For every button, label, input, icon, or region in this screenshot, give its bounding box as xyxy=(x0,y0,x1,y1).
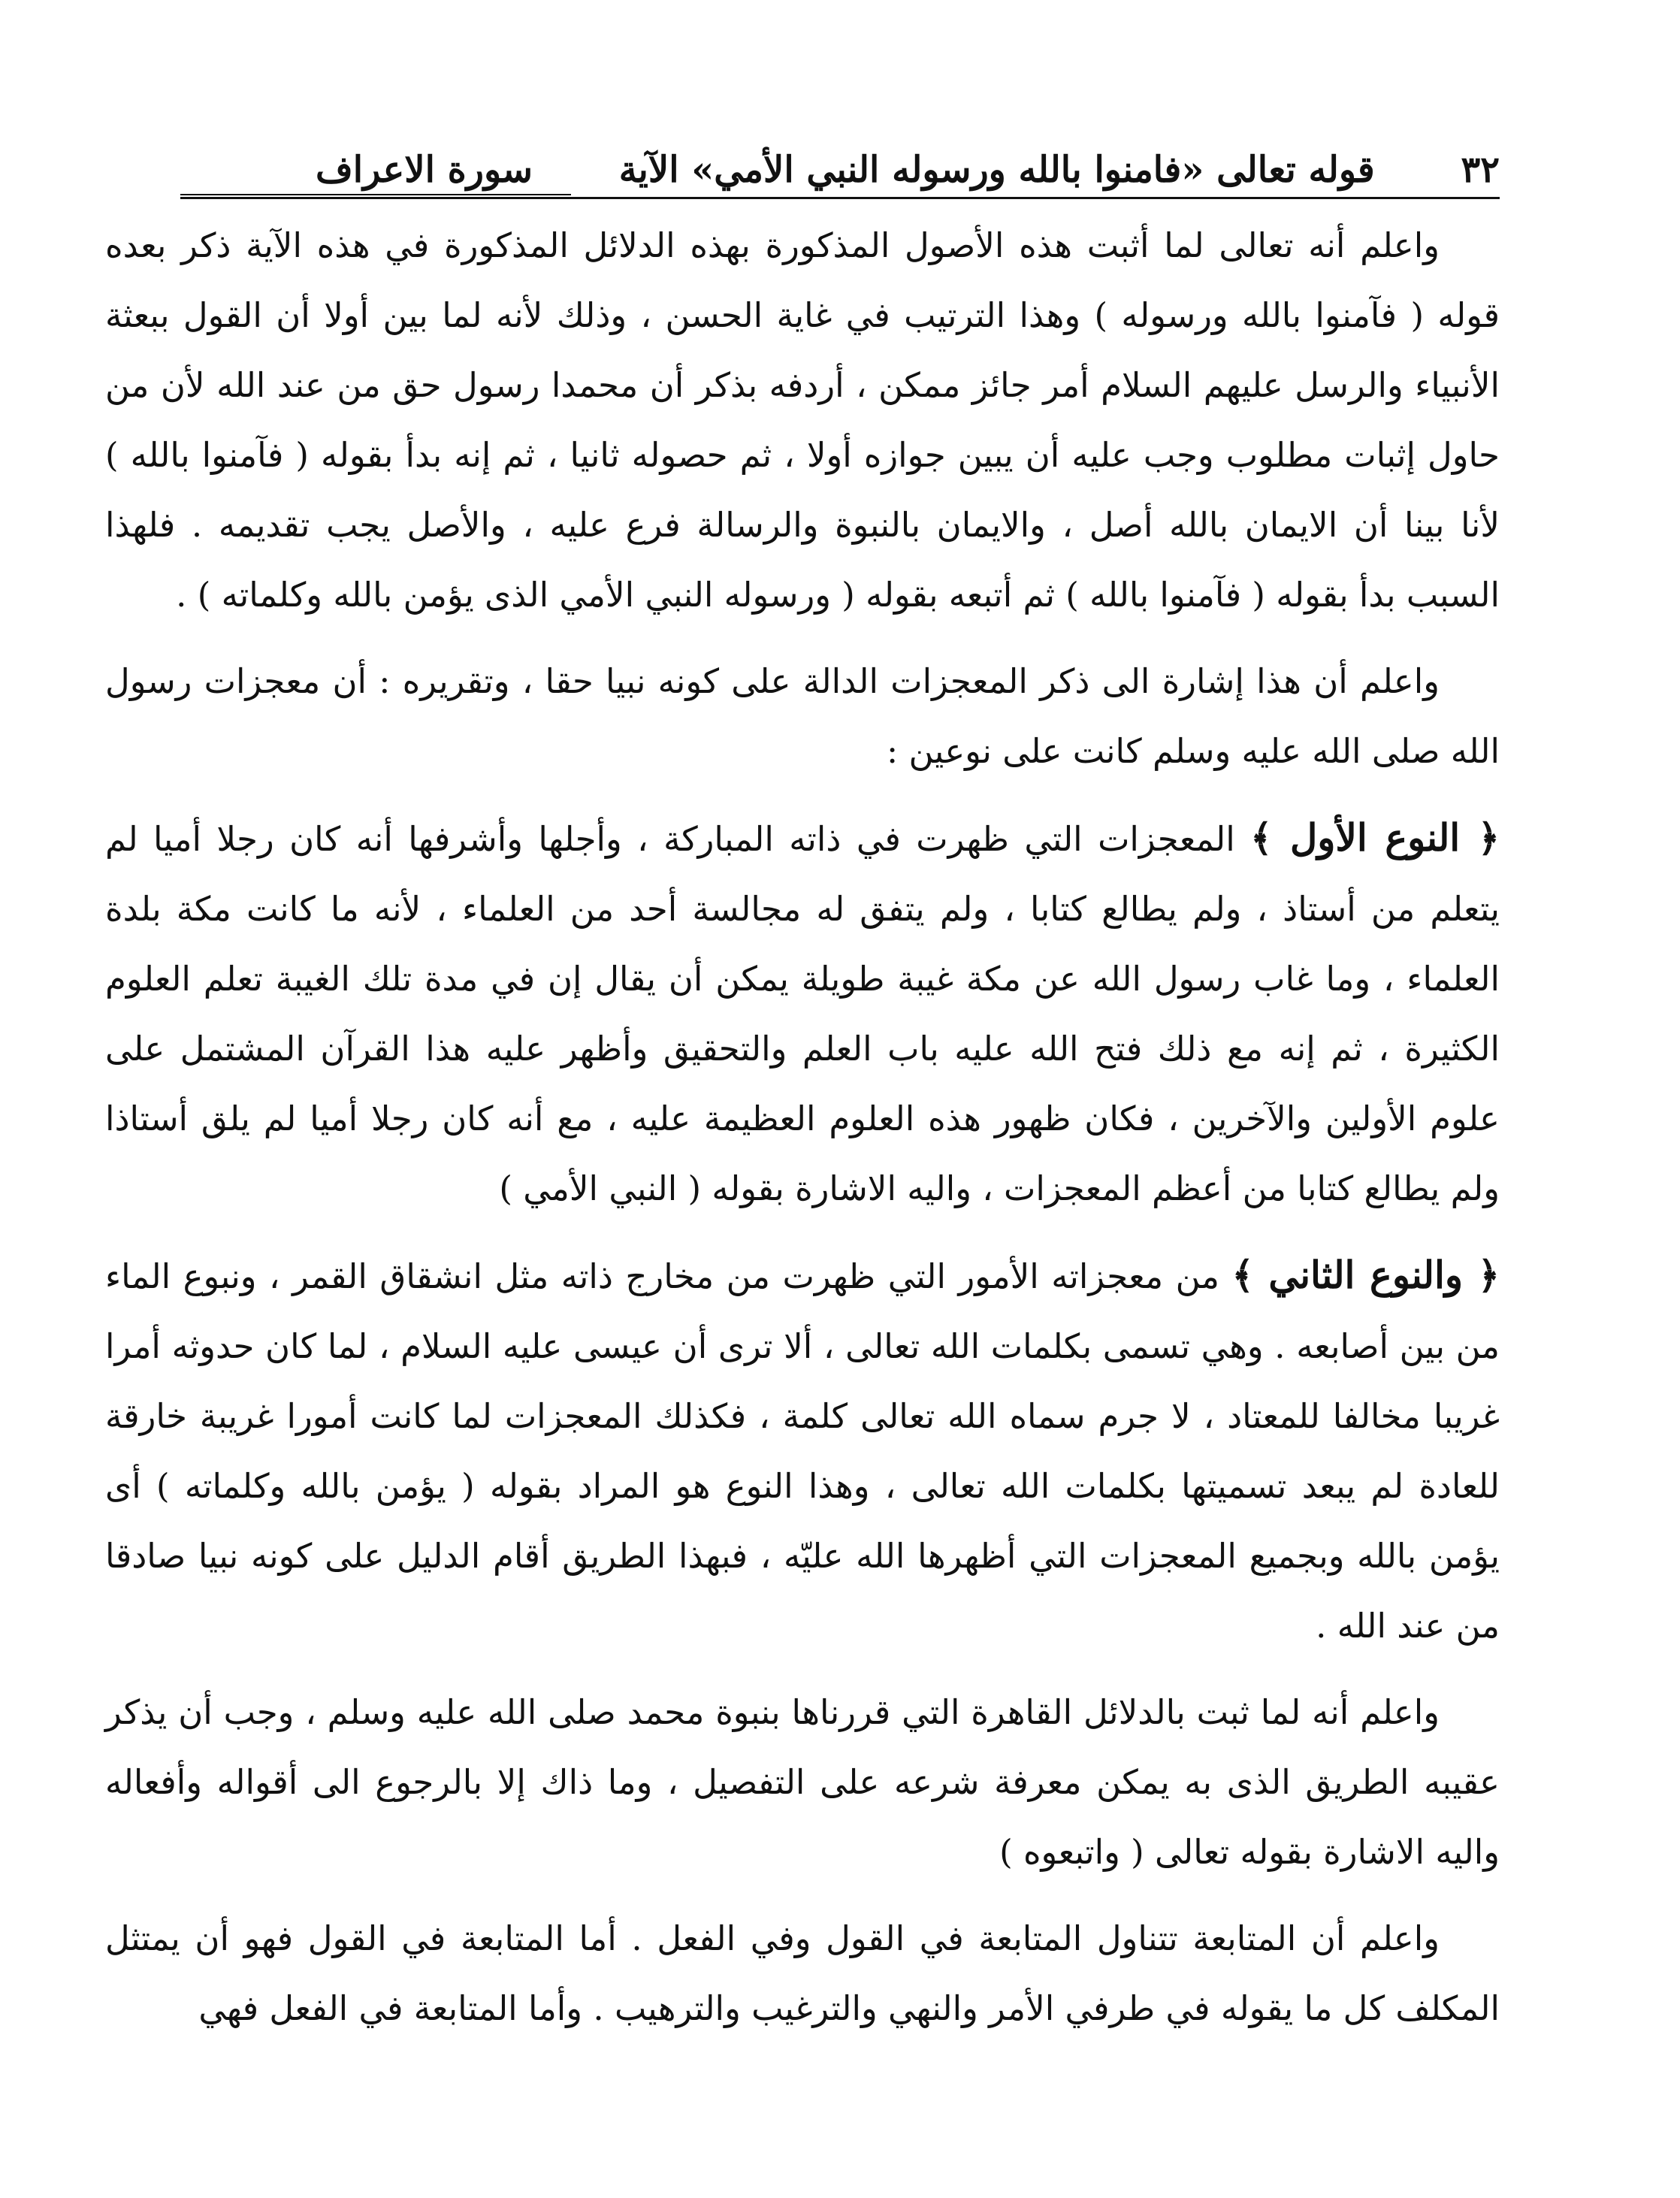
paragraph-text: من معجزاته الأمور التي ظهرت من مخارج ذاته مثل انشقاق القمر ، ونبوع الماء من بين أصابعه . وهي تسمى بكلمات الله تعالى ، ألا ترى أن عيسى عليه السلام ، لما كان حدوثه أمرا غريبا مخالفا للمعتاد ، لا جرم سماه الله تعالى كلمة ، فكذلك المعجزات لما كانت أمورا غريبة خارقة للعادة لم يبعد تسميتها بكلمات الله تعالى ، وهذا النوع هو المراد بقوله ( يؤمن بالله وكلماته ) أى يؤمن بالله وبجميع المعجزات التي أظهرها الله عليّه ، فبهذا الطريق أقام الدليل على كونه نبيا صادقا من عند الله . xyxy=(105,1256,1500,1646)
running-header xyxy=(316,120,1500,191)
page-body xyxy=(105,210,1500,2043)
paragraph xyxy=(105,646,1500,786)
paragraph xyxy=(105,803,1500,1223)
header-title: قوله تعالى «فامنوا بالله ورسوله النبي الأمي» الآية xyxy=(618,149,1375,191)
paragraph xyxy=(105,1240,1500,1661)
header-rule-short xyxy=(180,194,571,195)
paragraph xyxy=(105,1677,1500,1887)
surah-name: سورة الاعراف xyxy=(316,149,533,191)
page-number: ٣٢ xyxy=(1461,149,1500,191)
paragraph-text: واعلم أن المتابعة تتناول المتابعة في القول وفي الفعل . أما المتابعة في القول فهو أن يمتثل المكلف كل ما يقوله في طرفي الأمر والنهي والترغيب والترهيب . وأما المتابعة في الفعل فهي xyxy=(105,1918,1500,2028)
section-heading: ﴿ النوع الأول ﴾ xyxy=(1250,815,1500,860)
section-heading: ﴿ والنوع الثاني ﴾ xyxy=(1231,1253,1500,1297)
paragraph-text: واعلم أن هذا إشارة الى ذكر المعجزات الدالة على كونه نبيا حقا ، وتقريره : أن معجزات رسول الله صلى الله عليه وسلم كانت على نوعين : xyxy=(105,661,1500,771)
paragraph-text: واعلم أنه لما ثبت بالدلائل القاهرة التي قررناها بنبوة محمد صلى الله عليه وسلم ، وجب أن يذكر عقيبه الطريق الذى به يمكن معرفة شرعه على التفصيل ، وما ذاك إلا بالرجوع الى أقواله وأفعاله واليه الاشارة بقوله تعالى ( واتبعوه ) xyxy=(105,1692,1500,1872)
paragraph-text: المعجزات التي ظهرت في ذاته المباركة ، وأجلها وأشرفها أنه كان رجلا أميا لم يتعلم من أستاذ ، ولم يطالع كتابا ، ولم يتفق له مجالسة أحد من العلماء ، لأنه ما كانت مكة بلدة العلماء ، وما غاب رسول الله عن مكة غيبة طويلة يمكن أن يقال إن في مدة تلك الغيبة تعلم العلوم الكثيرة ، ثم إنه مع ذلك فتح الله عليه باب العلم والتحقيق وأظهر عليه هذا القرآن المشتمل على علوم الأولين والآخرين ، فكان ظهور هذه العلوم العظيمة عليه ، مع أنه كان رجلا أميا لم يلق أستاذا ولم يطالع كتابا من أعظم المعجزات ، واليه الاشارة بقوله ( النبي الأمي ) xyxy=(105,819,1500,1208)
paragraph xyxy=(105,210,1500,630)
paragraph xyxy=(105,1903,1500,2043)
paragraph-text: واعلم أنه تعالى لما أثبت هذه الأصول المذكورة بهذه الدلائل المذكورة في هذه الآية ذكر بعده قوله ( فآمنوا بالله ورسوله ) وهذا الترتيب في غاية الحسن ، وذلك لأنه لما بين أولا أن القول ببعثة الأنبياء والرسل عليهم السلام أمر جائز ممكن ، أردفه بذكر أن محمدا رسول حق من عند الله لأن من حاول إثبات مطلوب وجب عليه أن يبين جوازه أولا ، ثم حصوله ثانيا ، ثم إنه بدأ بقوله ( فآمنوا بالله ) لأنا بينا أن الايمان بالله أصل ، والايمان بالنبوة والرسالة فرع عليه ، والأصل يجب تقديمه . فلهذا السبب بدأ بقوله ( فآمنوا بالله ) ثم أتبعه بقوله ( ورسوله النبي الأمي الذى يؤمن بالله وكلماته ) . xyxy=(105,225,1500,615)
header-rule xyxy=(180,197,1500,199)
